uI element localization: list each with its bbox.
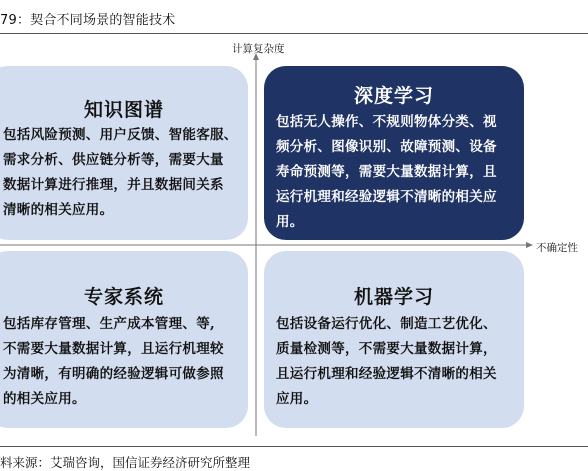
y-axis-label: 计算复杂度 (232, 43, 285, 55)
quadrant-description (276, 312, 514, 412)
x-axis-label: 不确定性 (536, 242, 578, 254)
description-line: 的相关应用。 (3, 391, 86, 407)
quadrant-title: 知识图谱 (83, 99, 164, 121)
description-line: 清晰的相关应用。 (3, 202, 114, 218)
quadrant-title: 机器学习 (353, 286, 434, 308)
quadrant-description (276, 110, 514, 235)
description-line: 为清晰，有明确的经验逻辑可做参照 (3, 366, 224, 382)
description-line: 需求分析、供应链分析等，需要大量 (3, 152, 224, 168)
quadrant-title: 专家系统 (83, 286, 164, 308)
quadrant-title: 深度学习 (353, 85, 434, 107)
description-line: 包括设备运行优化、制造工艺优化、 (276, 316, 497, 332)
description-line: 运行机理和经验逻辑不清晰的相关应 (276, 189, 497, 205)
figure-title: 79：契合不同场景的智能技术 (0, 13, 176, 28)
quadrant-expert-system (0, 251, 248, 428)
quadrant-description (3, 312, 238, 412)
description-line: 不需要大量数据计算，且运行机理较 (3, 341, 224, 357)
description-line: 质量检测等，不需要大量数据计算， (276, 341, 497, 357)
description-line: 包括无人操作、不规则物体分类、视 (276, 114, 497, 130)
bottom-rule (0, 446, 588, 447)
description-line: 数据计算进行推理，并且数据间关系 (3, 177, 224, 193)
figure-source: 料来源：艾瑞咨询，国信证券经济研究所整理 (0, 455, 251, 470)
quadrant-knowledge-graph (0, 66, 248, 240)
quadrant-deep-learning (264, 66, 524, 240)
description-line: 频分析、图像识别、故障预测、设备 (276, 139, 497, 155)
x-axis-arrowhead (526, 242, 533, 248)
description-line: 用。 (276, 214, 304, 230)
quadrant-machine-learning (264, 251, 524, 428)
description-line: 包括库存管理、生产成本管理、等, (3, 316, 215, 332)
description-line: 且运行机理和经验逻辑不清晰的相关 (276, 366, 497, 382)
description-line: 包括风险预测、用户反馈、智能客服、 (3, 127, 238, 143)
description-line: 应用。 (276, 391, 318, 407)
description-line: 寿命预测等，需要大量数据计算，且 (276, 164, 497, 180)
quadrant-description (3, 123, 238, 223)
